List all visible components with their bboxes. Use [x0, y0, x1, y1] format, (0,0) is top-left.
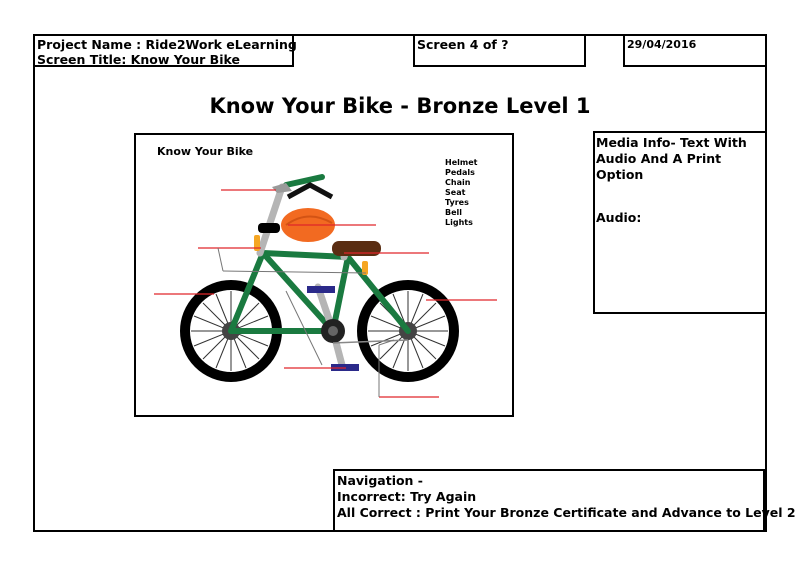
navigation-heading: Navigation - [337, 473, 423, 488]
bike-diagram-panel [134, 133, 514, 417]
word-bank-item[interactable]: Lights [445, 218, 473, 227]
media-info-box [593, 131, 767, 314]
all-correct-message: All Correct : Print Your Bronze Certificate and Advance to Level 2 [337, 505, 796, 520]
incorrect-message: Incorrect: Try Again [337, 489, 477, 504]
front-light [254, 235, 260, 251]
screen-counter: Screen 4 of ? [417, 37, 509, 52]
project-name: Project Name : Ride2Work eLearning [37, 37, 297, 52]
bike-illustration [136, 135, 512, 415]
navigation-box [333, 469, 796, 532]
word-bank-item[interactable]: Bell [445, 208, 463, 217]
date-box [623, 34, 767, 67]
pedal-top [307, 286, 335, 293]
media-info-text: Media Info- Text With Audio And A Print Option [596, 135, 747, 182]
audio-label[interactable]: Audio: [596, 210, 642, 225]
project-info-box [33, 34, 297, 67]
word-bank-item[interactable]: Seat [445, 188, 466, 197]
date-label: 29/04/2016 [627, 38, 697, 51]
helmet [281, 185, 335, 242]
page-title: Know Your Bike - Bronze Level 1 [209, 94, 591, 118]
screen-counter-box [413, 34, 586, 67]
word-bank-item[interactable]: Helmet [445, 158, 478, 167]
word-bank-item[interactable]: Tyres [445, 198, 469, 207]
front-clamp [258, 223, 280, 233]
diagram-title: Know Your Bike [157, 145, 254, 158]
word-bank-item[interactable]: Chain [445, 178, 471, 187]
screen-title: Screen Title: Know Your Bike [37, 52, 240, 67]
word-bank-item[interactable]: Pedals [445, 168, 475, 177]
seat [332, 241, 381, 256]
